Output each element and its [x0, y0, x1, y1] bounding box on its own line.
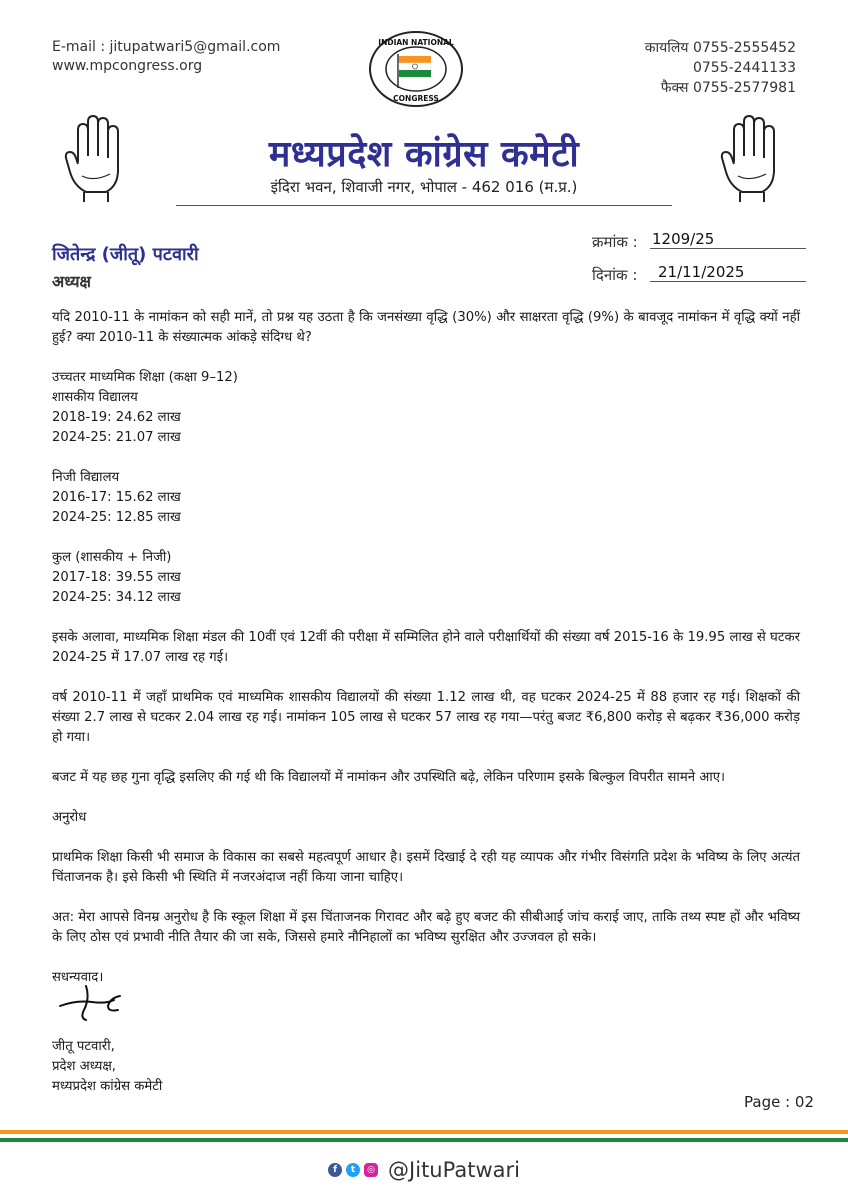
stat-row: 2024-25: 12.85 लाख [52, 510, 181, 525]
budget-paragraph: बजट में यह छह गुना वृद्धि इसलिए की गई थी कि विद्यालयों में नामांकन और उपस्थिति बढ़े, लेकिन परिणाम इसके बिल्कुल विपरीत सामने आए। [52, 770, 725, 785]
header-contact-right [645, 38, 796, 98]
stats-heading: उच्चतर माध्यमिक शिक्षा (कक्षा 9–12) [52, 370, 238, 385]
request-heading: अनुरोध [52, 810, 87, 825]
intro-paragraph: यदि 2010-11 के नामांकन को सही मानें, तो प्रश्न यह उठता है कि जनसंख्या वृद्धि (30%) और साक्षरता वृद्धि (9%) के बावजूद नामांकन में वृद्धि क्यों नहीं हुई? क्या 2010-11 के संख्यात्मक आंकड़े संदिग्ध थे? [52, 310, 800, 345]
email-text: E-mail : jitupatwari5@gmail.com [52, 39, 281, 55]
website-text: www.mpcongress.org [52, 58, 203, 74]
closing-organization: मध्यप्रदेश कांग्रेस कमेटी [52, 1079, 163, 1094]
footer-social [300, 1153, 548, 1187]
logo-bottom-text: CONGRESS [393, 94, 439, 103]
stat-row: 2017-18: 39.55 लाख [52, 570, 181, 585]
logo-top-text: INDIAN NATIONAL [378, 38, 454, 47]
group-title: निजी विद्यालय [52, 470, 120, 485]
group-title: कुल (शासकीय + निजी) [52, 550, 172, 565]
stat-row: 2016-17: 15.62 लाख [52, 490, 181, 505]
signature-image [56, 980, 128, 1026]
date-value: 21/11/2025 [650, 263, 806, 282]
group-title: शासकीय विद्यालय [52, 390, 138, 405]
stats-block-private [52, 468, 800, 528]
stat-row: 2024-25: 21.07 लाख [52, 430, 181, 445]
organization-address: इंदिरा भवन, शिवाजी नगर, भोपाल - 462 016 (म.प्र.) [270, 178, 578, 196]
request-paragraph-1: प्राथमिक शिक्षा किसी भी समाज के विकास का सबसे महत्वपूर्ण आधार है। इसमें दिखाई दे रही यह व्यापक और गंभीर विसंगति प्रदेश के भविष्य के लिए अत्यंत चिंताजनक है। इसे किसी भी स्थिति में नजरअंदाज नहीं किया जाना चाहिए। [52, 850, 800, 885]
hand-symbol-icon [720, 112, 782, 204]
letter-body [52, 308, 800, 1008]
stats-block-government [52, 368, 800, 448]
closing-name: जीतू पटवारी, [52, 1039, 115, 1054]
stat-row: 2018-19: 24.62 लाख [52, 410, 181, 425]
header-divider [176, 205, 672, 206]
stat-row: 2024-25: 34.12 लाख [52, 590, 181, 605]
reference-number-label: क्रमांक : [592, 233, 638, 251]
stats-block-total [52, 548, 800, 608]
organization-title: मध्यप्रदेश कांग्रेस कमेटी [268, 134, 580, 175]
reference-number-value: 1209/25 [650, 230, 806, 249]
sender-name: जितेन्द्र (जीतू) पटवारी [52, 244, 199, 265]
facebook-icon[interactable]: f [328, 1163, 342, 1177]
closing-designation: प्रदेश अध्यक्ष, [52, 1059, 116, 1074]
sender-role: अध्यक्ष [52, 272, 91, 291]
twitter-icon[interactable]: t [346, 1163, 360, 1177]
request-paragraph-2: अत: मेरा आपसे विनम्र अनुरोध है कि स्कूल शिक्षा में इस चिंताजनक गिरावट और बढ़े हुए बजट की सीबीआई जांच कराई जाए, ताकि तथ्य स्पष्ट हों और भविष्य के लिए ठोस एवं प्रभावी नीति तैयार की जा सके, जिससे हमारे नौनिहालों का भविष्य सुरक्षित और उज्जवल हो सके। [52, 910, 800, 945]
closing-block [52, 1037, 162, 1097]
congress-logo [368, 30, 464, 108]
date-label: दिनांक : [592, 266, 638, 284]
hand-symbol-icon [64, 112, 126, 204]
office-phone2-text: 0755-2441133 [692, 60, 796, 76]
instagram-icon[interactable]: ◎ [364, 1163, 378, 1177]
social-handle[interactable]: @JituPatwari [388, 1158, 520, 1182]
header-contact-left [52, 38, 280, 76]
thanks-text: सधन्यवाद। [52, 970, 104, 985]
green-band [0, 1138, 848, 1142]
board-exam-paragraph: इसके अलावा, माध्यमिक शिक्षा मंडल की 10वीं एवं 12वीं की परीक्षा में सम्मिलित होने वाले परीक्षार्थियों की संख्या वर्ष 2015-16 के 19.95 लाख से घटकर 2024-25 में 17.07 लाख रह गई। [52, 630, 800, 665]
office-phone-text: कायलिय 0755-2555452 [644, 40, 796, 56]
fax-text: फैक्स 0755-2577981 [660, 80, 796, 96]
schools-paragraph: वर्ष 2010-11 में जहाँ प्राथमिक एवं माध्यमिक शासकीय विद्यालयों की संख्या 1.12 लाख थी, वह घटकर 2024-25 में 88 हजार रह गई। शिक्षकों की संख्या 2.7 लाख से घटकर 2.04 लाख रह गई। नामांकन 105 लाख से घटकर 57 लाख रह गया—परंतु बजट ₹6,800 करोड़ से बढ़कर ₹36,000 करोड़ हो गया। [52, 690, 800, 745]
page-number: Page : 02 [744, 1093, 814, 1111]
